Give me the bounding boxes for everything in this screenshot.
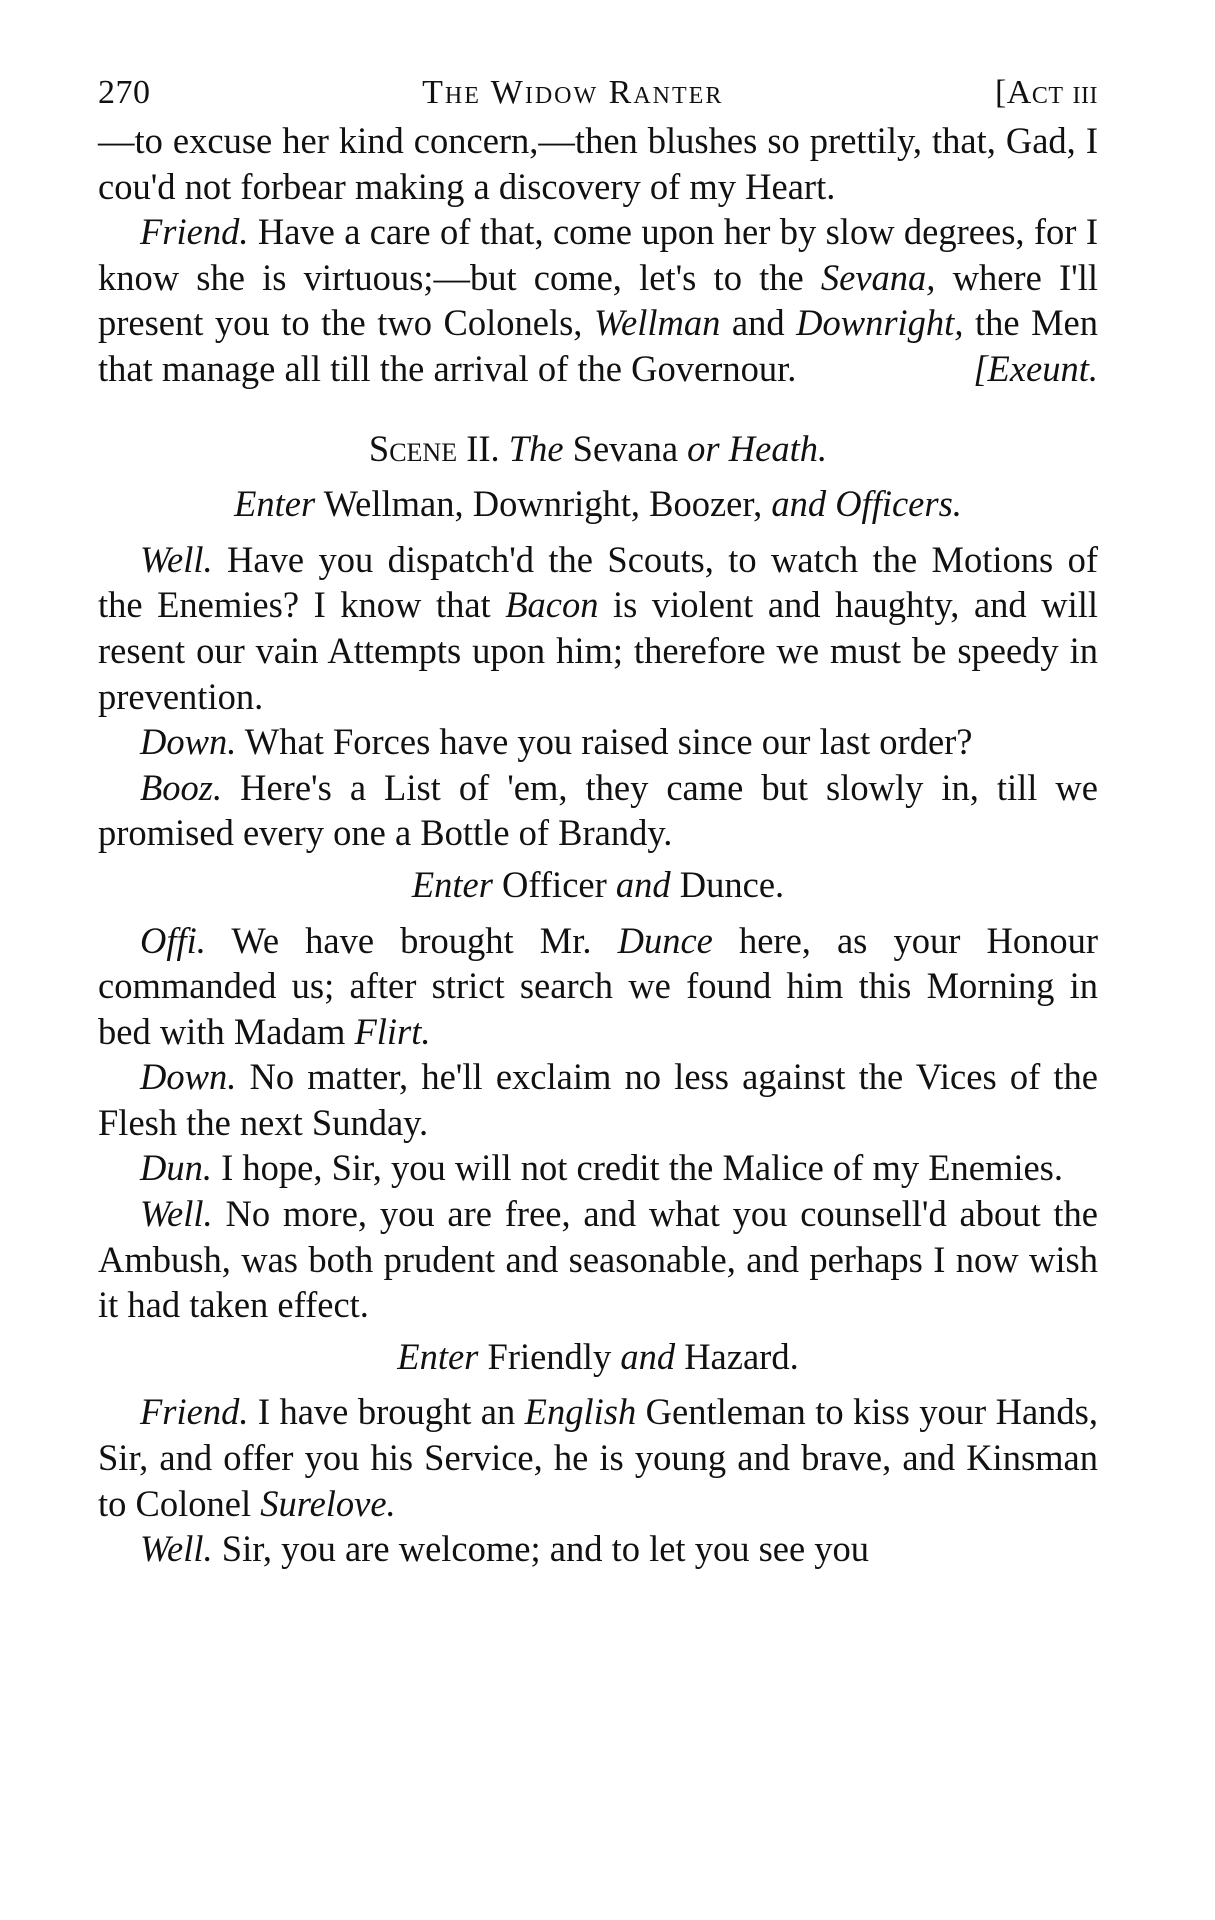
speech-down-2: Down. No matter, he'll exclaim no less against the Vices of the Flesh the next Sunday. bbox=[98, 1056, 1098, 1143]
speech-friend-1: Friend. Have a care of that, come upon her by slow degrees, for I know she is virtuous;—but come, let's to the Sevana, where I'll present you to the two Colonels, Wellman and Downright, the Men that manage all till the arrival of the Governour. [Exeunt. bbox=[98, 209, 1098, 391]
speech-booz-1: Booz. Here's a List of 'em, they came but slowly in, till we promised every one a Bottle of Brandy. bbox=[98, 766, 1098, 854]
speaker-name: Friend. bbox=[140, 1391, 249, 1433]
speaker-name: Well. bbox=[140, 538, 213, 580]
scene-heading: Scene II. The Sevana or Heath. bbox=[368, 427, 828, 469]
running-title: The Widow Ranter bbox=[422, 74, 724, 111]
speaker-name: Offi. bbox=[140, 919, 206, 961]
stage-direction-enter-2: Enter Officer and Dunce. bbox=[411, 863, 785, 905]
speaker-name: Friend. bbox=[140, 211, 249, 253]
stage-direction-enter-1: Enter Wellman, Downright, Boozer, and Officers. bbox=[234, 483, 962, 525]
speaker-name: Dun. bbox=[140, 1147, 212, 1189]
speech-well-3: Well. Sir, you are welcome; and to let you see you bbox=[140, 1528, 870, 1570]
speaker-name: Booz. bbox=[140, 766, 223, 808]
speech-offi-1: Offi. We have brought Mr. Dunce here, as your Honour commanded us; after strict search we found him this Morning in bed with Madam Flirt. bbox=[98, 919, 1098, 1052]
continued-speech: —to excuse her kind concern,—then blushes so prettily, that, Gad, I cou'd not forbear making a discovery of my Heart. bbox=[98, 120, 1098, 207]
speech-down-1: Down. What Forces have you raised since our last order? bbox=[140, 721, 973, 763]
speech-dun-1: Dun. I hope, Sir, you will not credit the Malice of my Enemies. bbox=[140, 1147, 1064, 1189]
speech-well-1: Well. Have you dispatch'd the Scouts, to watch the Motions of the Enemies? I know that Bacon is violent and haughty, and will resent our vain Attempts upon him; therefore we must be speedy in prevention. bbox=[98, 538, 1098, 717]
speaker-name: Down. bbox=[140, 1056, 237, 1098]
page-number: 270 bbox=[98, 74, 151, 111]
speech-friend-2: Friend. I have brought an English Gentleman to kiss your Hands, Sir, and offer you his Service, he is young and brave, and Kinsman to Colonel Surelove. bbox=[98, 1391, 1098, 1524]
page-body bbox=[98, 118, 1098, 1572]
stage-direction-exeunt: [Exeunt. bbox=[973, 347, 1098, 389]
speaker-name: Down. bbox=[140, 721, 237, 763]
stage-direction-enter-3: Enter Friendly and Hazard. bbox=[397, 1335, 799, 1377]
running-header bbox=[98, 70, 1098, 116]
speech-well-2: Well. No more, you are free, and what you counsell'd about the Ambush, was both prudent and seasonable, and perhaps I now wish it had taken effect. bbox=[98, 1193, 1098, 1326]
speaker-name: Well. bbox=[140, 1193, 213, 1235]
book-page bbox=[98, 70, 1098, 1572]
act-label: [Act iii bbox=[994, 74, 1098, 111]
speaker-name: Well. bbox=[140, 1528, 213, 1570]
